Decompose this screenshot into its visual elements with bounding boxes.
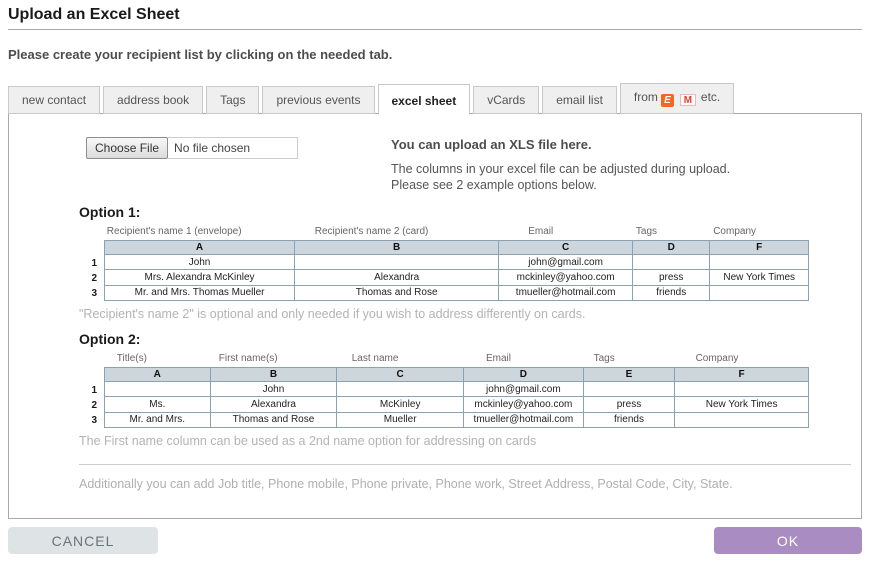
cell: Mr. and Mrs. — [105, 412, 211, 427]
column-header: F — [710, 241, 809, 255]
upload-info — [391, 134, 849, 194]
table-row — [105, 270, 809, 285]
cell: Mr. and Mrs. Thomas Mueller — [105, 285, 295, 300]
tab-label: Tags — [220, 93, 246, 107]
column-label: Recipient's name 1 (envelope) — [106, 226, 242, 237]
column-header: B — [295, 241, 499, 255]
cell: John — [105, 255, 295, 270]
option2-table — [104, 367, 809, 428]
gmail-icon: M — [680, 94, 696, 106]
cell — [710, 255, 809, 270]
title-divider — [8, 29, 862, 30]
header-row — [105, 241, 809, 255]
cell: John — [210, 382, 337, 397]
option1-column-labels — [79, 226, 784, 237]
column-label: Email — [528, 226, 554, 237]
column-label: Title(s) — [116, 353, 147, 364]
cell: friends — [583, 412, 675, 427]
tab-label: new contact — [22, 93, 87, 107]
column-header: D — [632, 241, 709, 255]
cell: press — [632, 270, 709, 285]
row-number: 2 — [91, 400, 97, 411]
cell: Thomas and Rose — [295, 285, 499, 300]
dialog-buttons — [8, 527, 862, 554]
column-label: First name(s) — [218, 353, 278, 364]
tab-label: excel sheet — [391, 94, 457, 108]
column-label: Company — [713, 226, 757, 237]
option1-row-numbers — [79, 240, 104, 301]
tab-new-contact[interactable] — [8, 86, 100, 114]
row-number: 1 — [91, 385, 97, 396]
table-row — [105, 255, 809, 270]
option1-note: "Recipient's name 2" is optional and only needed if you wish to address differently on cards. — [79, 307, 586, 321]
header-row — [105, 368, 809, 382]
row-number: 2 — [91, 273, 97, 284]
column-header: C — [499, 241, 633, 255]
excel-sheet-tab-panel — [8, 113, 862, 519]
tab-from-etc[interactable] — [620, 83, 734, 114]
row-number: 3 — [91, 288, 97, 299]
column-label: Last name — [351, 353, 399, 364]
column-label: Email — [485, 353, 511, 364]
column-header: A — [105, 368, 211, 382]
table-row — [105, 412, 809, 427]
cell: Mueller — [337, 412, 464, 427]
cell: Alexandra — [295, 270, 499, 285]
cell — [632, 255, 709, 270]
cell: New York Times — [710, 270, 809, 285]
column-header: A — [105, 241, 295, 255]
cell: john@gmail.com — [499, 255, 633, 270]
option2-table-wrap — [79, 367, 851, 428]
row-number: 3 — [91, 415, 97, 426]
column-header: F — [675, 368, 809, 382]
tab-label: from — [633, 90, 658, 104]
cell — [337, 382, 464, 397]
cell — [583, 382, 675, 397]
cell — [675, 412, 809, 427]
cell: tmueller@hotmail.com — [464, 412, 584, 427]
footer-divider — [79, 464, 851, 465]
table-row — [105, 285, 809, 300]
cell: Alexandra — [210, 397, 337, 412]
additional-fields-note: Additionally you can add Job title, Phone mobile, Phone private, Phone work, Street Address, Postal Code, City, State. — [79, 477, 733, 491]
instruction-text: Please create your recipient list by clicking on the needed tab. — [8, 47, 393, 62]
row-number: 1 — [91, 258, 97, 269]
option2-column-labels — [79, 353, 784, 364]
tab-label: previous events — [276, 93, 361, 107]
option1-table — [104, 240, 809, 301]
tab-vcards[interactable] — [473, 86, 539, 114]
option1-table-wrap — [79, 240, 851, 301]
cell — [675, 382, 809, 397]
choose-file-button[interactable]: Choose File — [86, 137, 168, 159]
cancel-button[interactable]: CANCEL — [8, 527, 158, 554]
cell: john@gmail.com — [464, 382, 584, 397]
cell — [105, 382, 211, 397]
tab-label: vCards — [487, 93, 526, 107]
tab-excel-sheet[interactable] — [378, 84, 471, 115]
upload-row — [79, 134, 849, 194]
cell: mckinley@yahoo.com — [464, 397, 584, 412]
option1-heading: Option 1: — [79, 204, 141, 220]
cell: Mrs. Alexandra McKinley — [105, 270, 295, 285]
cell: McKinley — [337, 397, 464, 412]
cell: friends — [632, 285, 709, 300]
tab-label: email list — [556, 93, 603, 107]
option2-heading: Option 2: — [79, 331, 141, 347]
cell: Thomas and Rose — [210, 412, 337, 427]
page-title: Upload an Excel Sheet — [8, 6, 180, 23]
file-status-text: No file chosen — [168, 137, 298, 159]
tab-bar — [8, 83, 862, 114]
file-picker[interactable] — [86, 137, 298, 159]
table-row — [105, 382, 809, 397]
table-row — [105, 397, 809, 412]
tab-label: address book — [117, 93, 190, 107]
e-badge-icon: E — [661, 94, 674, 107]
tab-address-book[interactable] — [103, 86, 203, 114]
column-header: E — [583, 368, 675, 382]
option2-section — [79, 331, 851, 448]
column-header: B — [210, 368, 337, 382]
cell — [710, 285, 809, 300]
upload-description-line2: Please see 2 example options below. — [391, 178, 597, 192]
cell: New York Times — [675, 397, 809, 412]
tab-tags[interactable] — [206, 86, 259, 114]
cell: Ms. — [105, 397, 211, 412]
upload-description-line1: The columns in your excel file can be adjusted during upload. — [391, 162, 731, 176]
upload-heading: You can upload an XLS file here. — [391, 137, 592, 152]
cell — [295, 255, 499, 270]
cell: mckinley@yahoo.com — [499, 270, 633, 285]
option1-section — [79, 204, 851, 321]
column-header: C — [337, 368, 464, 382]
tab-email-list[interactable] — [542, 86, 617, 114]
file-input — [79, 134, 391, 194]
column-header: D — [464, 368, 584, 382]
column-label: Recipient's name 2 (card) — [314, 226, 429, 237]
ok-button[interactable]: OK — [714, 527, 862, 554]
tab-label-suffix: etc. — [700, 90, 721, 104]
column-label: Tags — [593, 353, 615, 364]
tab-previous-events[interactable] — [262, 86, 374, 114]
option2-row-numbers — [79, 367, 104, 428]
cell: tmueller@hotmail.com — [499, 285, 633, 300]
column-label: Tags — [635, 226, 658, 237]
option2-note: The First name column can be used as a 2nd name option for addressing on cards — [79, 434, 537, 448]
column-label: Company — [695, 353, 739, 364]
cell: press — [583, 397, 675, 412]
